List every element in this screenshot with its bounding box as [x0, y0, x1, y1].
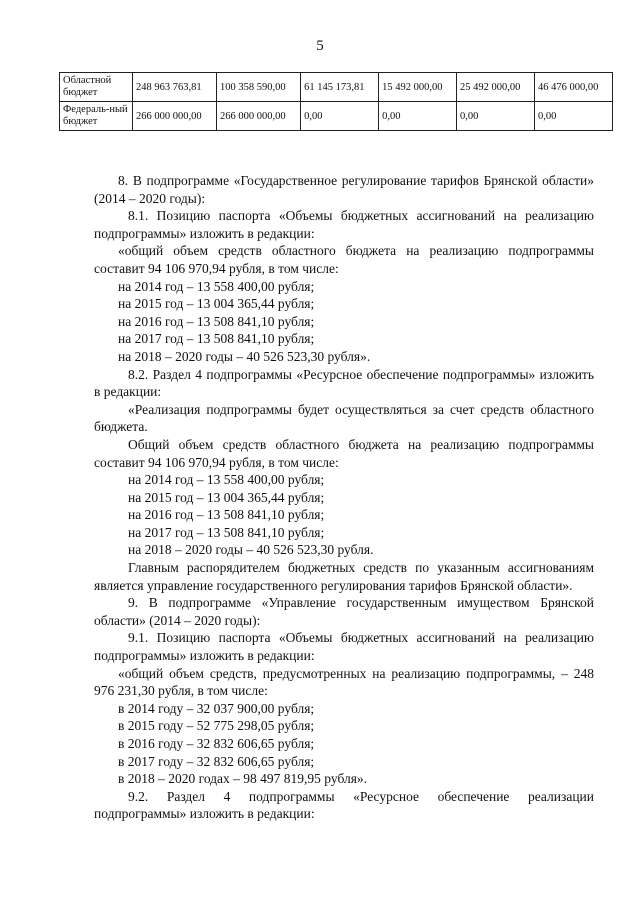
table-cell: 0,00: [457, 102, 535, 131]
table-cell: 15 492 000,00: [379, 73, 457, 102]
paragraph: 8.1. Позицию паспорта «Объемы бюджетных ассигнований на реализацию подпрограммы» изложить в редакции:: [94, 208, 594, 241]
paragraph: «Реализация подпрограммы будет осуществляться за счет средств областного бюджета.: [94, 401, 594, 435]
list-item: в 2014 году – 32 037 900,00 рубля;: [118, 700, 315, 716]
row-label: Федераль-ный бюджет: [60, 102, 133, 131]
list-item: в 2017 году – 32 832 606,65 рубля;: [118, 753, 315, 769]
list-item: в 2018 – 2020 годах – 98 497 819,95 рубля».: [118, 771, 368, 787]
table-cell: 100 358 590,00: [217, 73, 301, 102]
table-cell: 266 000 000,00: [133, 102, 217, 131]
list-item: на 2014 год – 13 558 400,00 рубля;: [128, 472, 325, 488]
paragraph: «общий объем средств, предусмотренных на реализацию подпрограммы, – 248 976 231,30 рубля, в том числе:: [94, 665, 594, 699]
table-cell: 61 145 173,81: [301, 73, 379, 102]
list-item: в 2015 году – 52 775 298,05 рубля;: [118, 718, 315, 734]
page-number: 5: [316, 38, 324, 54]
paragraph: «общий объем средств областного бюджета на реализацию подпрограммы составит 94 106 970,94 рубля, в том числе:: [94, 243, 594, 276]
table-cell: 248 963 763,81: [133, 73, 217, 102]
list-item: на 2016 год – 13 508 841,10 рубля;: [128, 507, 325, 523]
list-item: на 2017 год – 13 508 841,10 рубля;: [128, 524, 325, 540]
table-cell: 46 476 000,00: [535, 73, 613, 102]
budget-table: [59, 72, 613, 131]
paragraph: 9.1. Позицию паспорта «Объемы бюджетных ассигнований на реализацию подпрограммы» изложить в редакции:: [94, 630, 594, 664]
list-item: в 2016 году – 32 832 606,65 рубля;: [118, 736, 315, 751]
list-item: на 2017 год – 13 508 841,10 рубля;: [118, 331, 315, 347]
paragraph: 9. В подпрограмме «Управление государственным имуществом Брянской области» (2014 – 2020 годы):: [94, 595, 594, 628]
list-item: на 2016 год – 13 508 841,10 рубля;: [118, 313, 315, 329]
list-item: на 2015 год – 13 004 365,44 рубля;: [118, 296, 315, 312]
table-cell: 25 492 000,00: [457, 73, 535, 102]
table-row: [60, 102, 613, 131]
list-item: на 2014 год – 13 558 400,00 рубля;: [118, 278, 315, 294]
document-body: [94, 172, 594, 823]
paragraph: Главным распорядителем бюджетных средств по указанным ассигнованиям является управление государственного регулирования тарифов Брянской области».: [94, 560, 594, 593]
list-item: на 2015 год – 13 004 365,44 рубля;: [128, 489, 325, 505]
list-item: на 2018 – 2020 годы – 40 526 523,30 рубля.: [128, 542, 374, 558]
paragraph: Общий объем средств областного бюджета на реализацию подпрограммы составит 94 106 970,94 рубля, в том числе:: [94, 436, 594, 470]
table-row: [60, 73, 613, 102]
table-cell: 0,00: [379, 102, 457, 131]
list-item: на 2018 – 2020 годы – 40 526 523,30 рубля».: [118, 348, 371, 364]
paragraph: 8.2. Раздел 4 подпрограммы «Ресурсное обеспечение подпрограммы» изложить в редакции:: [94, 366, 594, 400]
table-cell: 0,00: [301, 102, 379, 131]
table-cell: 0,00: [535, 102, 613, 131]
paragraph: 9.2. Раздел 4 подпрограммы «Ресурсное обеспечение реализации подпрограммы» изложить в редакции:: [94, 788, 594, 822]
paragraph: 8. В подпрограмме «Государственное регулирование тарифов Брянской области» (2014 – 2020 годы):: [94, 173, 594, 206]
table-cell: 266 000 000,00: [217, 102, 301, 131]
row-label: Областной бюджет: [60, 73, 133, 102]
